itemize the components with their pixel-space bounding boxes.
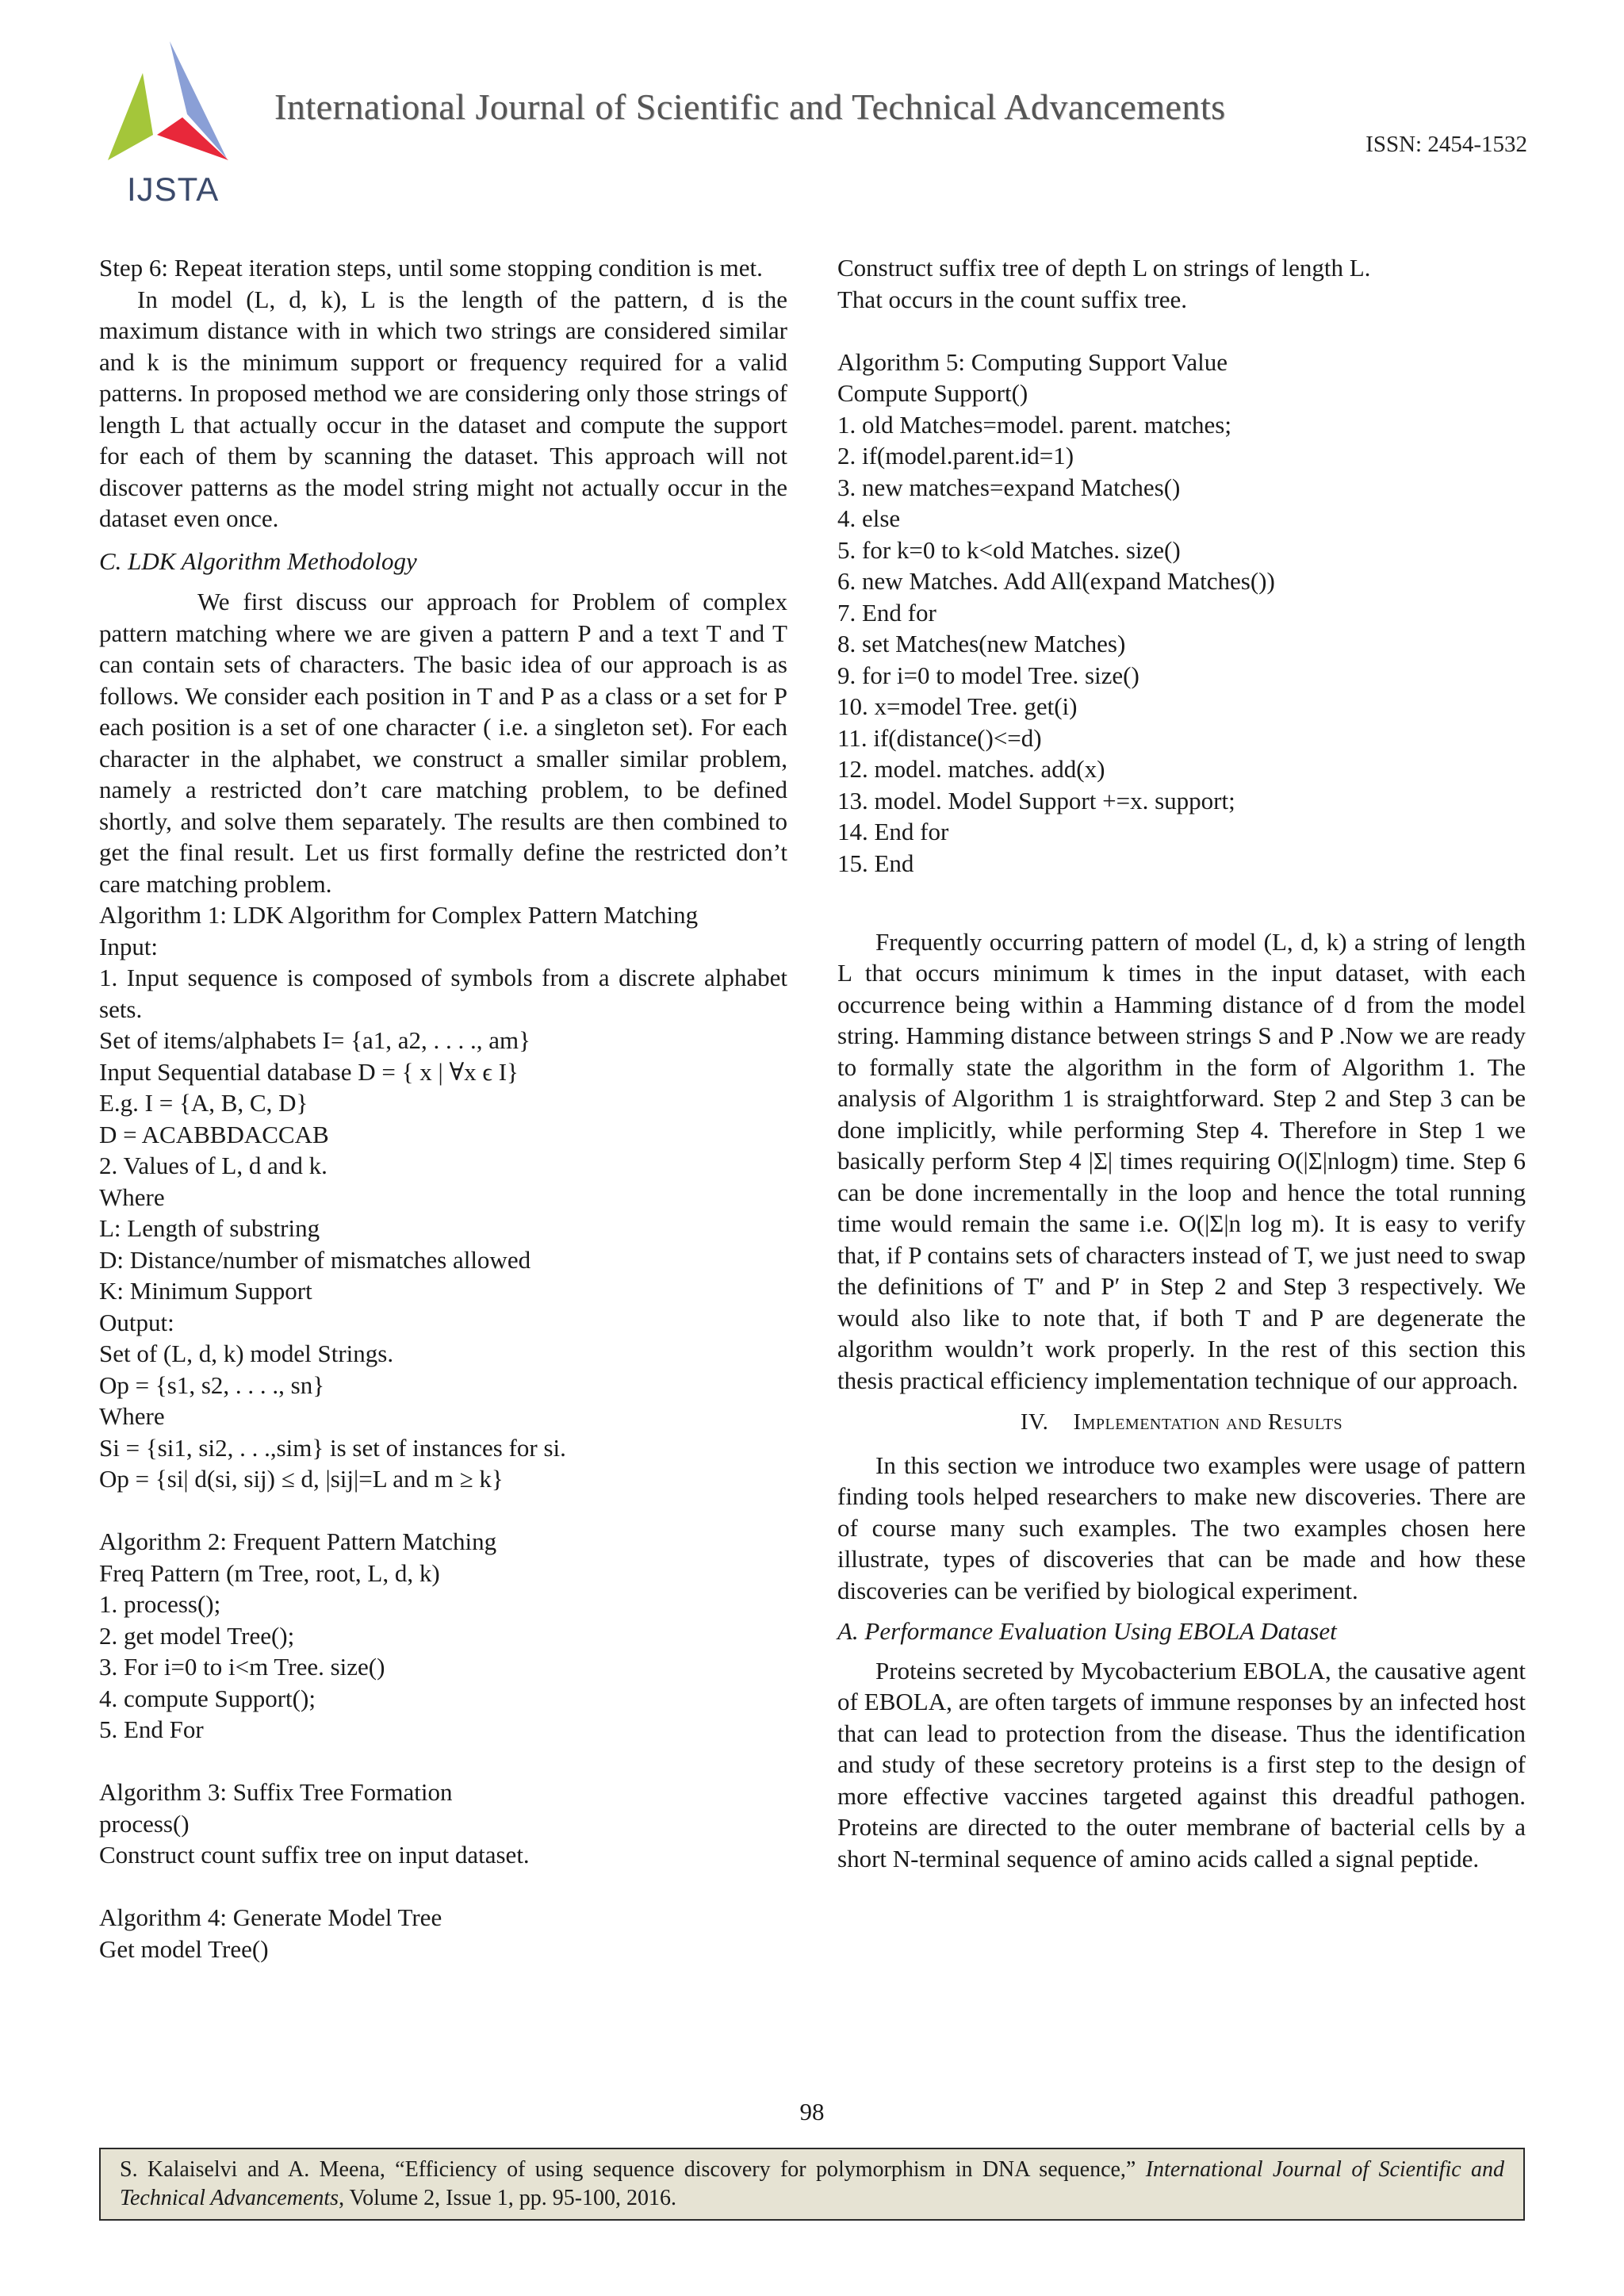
algorithm-2-line: 4. compute Support(); bbox=[99, 1684, 316, 1712]
algorithm-1-line: D = ACABBDACCAB bbox=[99, 1120, 329, 1148]
frequent-pattern-paragraph: Frequently occurring pattern of model (L, d, k) a string of length L that occurs minimum k times in the input dataset, with each occurrence being within a Hamming distance of d from the model string. Hamming distance between strings S and P .Now we are ready to formally state the algorithm in the form of Algorithm 1. The analysis of Algorithm 1 is straightforward. Step 2 and Step 3 can be done implicitly, while performing Step 4. Therefore in Step 1 we basically perform Step 4 |Σ| times requiring O(|Σ|nlogm) time. Step 6 can be done incrementally in the loop and hence the total running time would remain the same i.e. O(|Σ|n log m). It is easy to verify that, if P contains sets of characters instead of T, we just need to swap the definitions of T′ and P′ in Step 2 and Step 3 respectively. We would also like to note that, if both T and P are degenerate the algorithm wouldn’t work properly. In the rest of this section this thesis practical efficiency implementation technique of our approach. bbox=[837, 927, 1526, 1394]
citation-tail: , Volume 2, Issue 1, pp. 95-100, 2016. bbox=[339, 2186, 677, 2210]
algorithm-1-line: 2. Values of L, d and k. bbox=[99, 1152, 327, 1179]
algorithm-5-line: 9. for i=0 to model Tree. size() bbox=[837, 661, 1139, 689]
algorithm-5-line: Compute Support() bbox=[837, 379, 1028, 407]
algorithm-5-line: 5. for k=0 to k<old Matches. size() bbox=[837, 535, 1181, 564]
algorithm-1-line: Op = {s1, s2, . . . ., sn} bbox=[99, 1370, 325, 1399]
algorithm-5-line: 8. set Matches(new Matches) bbox=[837, 630, 1126, 657]
algorithm-5-line: 10. x=model Tree. get(i) bbox=[837, 692, 1078, 720]
citation-authors: S. Kalaiselvi and A. Meena, “Efficiency of using sequence discovery for polymorphism in DNA sequence,” bbox=[120, 2157, 1136, 2182]
algorithm-5-line: 15. End bbox=[837, 849, 914, 877]
logo-text: IJSTA bbox=[127, 171, 220, 208]
algorithm-1-title: Algorithm 1: LDK Algorithm for Complex Pattern Matching bbox=[99, 901, 699, 929]
citation-box bbox=[99, 2148, 1525, 2221]
algorithm-1-line: Si = {si1, si2, . . .,sim} is set of instances for si. bbox=[99, 1433, 566, 1462]
model-paragraph: In model (L, d, k), L is the length of the pattern, d is the maximum distance with in which two strings are considered similar and k is the minimum support or frequency required for a valid patterns. In proposed method we are considering only those strings of length L that actually occur in the dataset and compute the support for each of them by scanning the dataset. This approach will not discover patterns as the model string might not actually occur in the dataset even once. bbox=[99, 285, 787, 532]
algorithm-5-line: 6. new Matches. Add All(expand Matches()) bbox=[837, 567, 1275, 595]
left-column bbox=[99, 252, 787, 1964]
algorithm-2-line: 3. For i=0 to i<m Tree. size() bbox=[99, 1653, 385, 1681]
algorithm-4-line: Get model Tree() bbox=[99, 1934, 269, 1963]
algorithm-2-line: 2. get model Tree(); bbox=[99, 1621, 295, 1650]
section-a-heading: A. Performance Evaluation Using EBOLA Dataset bbox=[837, 1617, 1337, 1645]
algorithm-1-line: Op = {si| d(si, sij) ≤ d, |sij|=L and m ≥ k} bbox=[99, 1465, 504, 1493]
logo-triangle-icon bbox=[94, 41, 244, 168]
proteins-paragraph: Proteins secreted by Mycobacterium EBOLA, the causative agent of EBOLA, are often targets of immune responses by an infected host that can lead to protection from the disease. Thus the identification and study of these secretory proteins is a first step to the design of more effective vaccines targeted against this dreadful pathogen. Proteins are directed to the outer membrane of bacterial cells by a short N-terminal sequence of amino acids called a signal peptide. bbox=[837, 1656, 1526, 1872]
algorithm-3-line: process() bbox=[99, 1809, 190, 1838]
algorithm-1-line: Output: bbox=[99, 1308, 174, 1336]
algorithm-5-line: 3. new matches=expand Matches() bbox=[837, 473, 1181, 501]
algorithm-4-title: Algorithm 4: Generate Model Tree bbox=[99, 1903, 442, 1931]
algorithm-1-line: Input Sequential database D = { x | ∀x ϵ I} bbox=[99, 1057, 519, 1086]
right-column bbox=[837, 252, 1526, 1874]
algorithm-5-line: 4. else bbox=[837, 504, 901, 532]
algorithm-2-title: Algorithm 2: Frequent Pattern Matching bbox=[99, 1527, 497, 1555]
step6-paragraph: Step 6: Repeat iteration steps, until some stopping condition is met. bbox=[99, 254, 763, 282]
algorithm-2-line: Freq Pattern (m Tree, root, L, d, k) bbox=[99, 1558, 440, 1587]
algorithm-1-line: Where bbox=[99, 1402, 165, 1430]
citation-journal: International Journal of Scientific and Technical Advancements bbox=[120, 2157, 1505, 2210]
algorithm-3-title: Algorithm 3: Suffix Tree Formation bbox=[99, 1778, 453, 1806]
section-iv-heading bbox=[837, 1407, 1526, 1439]
algorithm-1-line: Set of (L, d, k) model Strings. bbox=[99, 1340, 394, 1367]
intro-paragraph: In this section we introduce two examples were usage of pattern finding tools helped researchers to make new discoveries. There are of course many such examples. The two examples chosen here illustrate, types of discoveries that can be made and how these discoveries can be verified by biological experiment. bbox=[837, 1451, 1526, 1604]
algorithm-4-line: That occurs in the count suffix tree. bbox=[837, 285, 1188, 313]
algorithm-5-line: 2. if(model.parent.id=1) bbox=[837, 442, 1074, 470]
algorithm-1-line: Set of items/alphabets I= {a1, a2, . . . ., am} bbox=[99, 1026, 530, 1054]
algorithm-1-line: Where bbox=[99, 1182, 165, 1211]
page-number: 98 bbox=[799, 2098, 825, 2125]
journal-title: International Journal of Scientific and Technical Advancements bbox=[274, 86, 1226, 127]
section-c-heading: C. LDK Algorithm Methodology bbox=[99, 546, 417, 575]
section-iv-number: IV. bbox=[1020, 1409, 1049, 1435]
algorithm-3-line: Construct count suffix tree on input dataset. bbox=[99, 1841, 530, 1869]
algorithm-5-line: 7. End for bbox=[837, 598, 936, 627]
algorithm-4-line: Construct suffix tree of depth L on strings of length L. bbox=[837, 254, 1371, 282]
algorithm-5-line: 11. if(distance()<=d) bbox=[837, 723, 1042, 752]
algorithm-1-input: Input: bbox=[99, 932, 159, 960]
section-iv-title: Implementation and Results bbox=[1073, 1409, 1343, 1435]
approach-paragraph: We first discuss our approach for Problem of complex pattern matching where we are given a pattern P and a text T and T can contain sets of characters. The basic idea of our approach is as follows. We consider each position in T and P as a class or a set for P each position is a set of one character ( i.e. a singleton set). For each character in the alphabet, we construct a smaller similar problem, namely a restricted don’t care matching problem, to be defined shortly, and solve them separately. The results are then combined to get the final result. Let us first formally define the restricted don’t care matching problem. bbox=[99, 588, 787, 898]
algorithm-1-line: K: Minimum Support bbox=[99, 1277, 312, 1305]
algorithm-5-line: 14. End for bbox=[837, 818, 949, 845]
journal-logo bbox=[94, 41, 244, 208]
algorithm-2-line: 5. End For bbox=[99, 1715, 204, 1743]
algorithm-5-line: 13. model. Model Support +=x. support; bbox=[837, 786, 1235, 815]
algorithm-1-line: D: Distance/number of mismatches allowed bbox=[99, 1245, 531, 1274]
algorithm-2-line: 1. process(); bbox=[99, 1590, 221, 1618]
issn: ISSN: 2454-1532 bbox=[1365, 132, 1527, 157]
algorithm-1-line: L: Length of substring bbox=[99, 1214, 320, 1242]
algorithm-5-line: 1. old Matches=model. parent. matches; bbox=[837, 410, 1231, 439]
algorithm-5-line: 12. model. matches. add(x) bbox=[837, 755, 1105, 783]
algorithm-1-line: E.g. I = {A, B, C, D} bbox=[99, 1089, 308, 1117]
algorithm-5-title: Algorithm 5: Computing Support Value bbox=[837, 347, 1228, 376]
algorithm-1-item1: 1. Input sequence is composed of symbols from a discrete alphabet sets. bbox=[99, 964, 787, 1023]
